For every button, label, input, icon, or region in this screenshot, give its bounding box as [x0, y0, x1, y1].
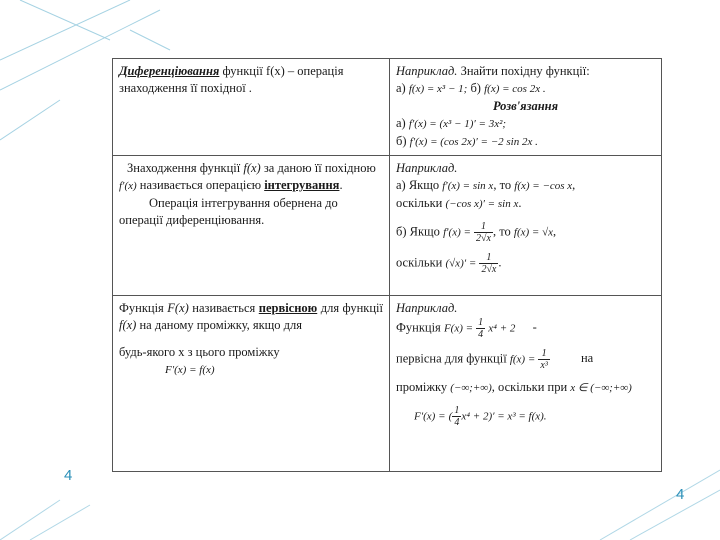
item-label: б)	[396, 134, 407, 148]
text: для функції	[317, 301, 383, 315]
text: а) Якщо	[396, 178, 440, 192]
fraction: $\frac{1}{4}$	[478, 317, 484, 340]
text: , оскільки при	[491, 380, 568, 394]
formula: f(x) = √x	[513, 226, 554, 239]
text: f(x)	[243, 161, 261, 175]
definition-cell	[113, 296, 390, 472]
text: б) Якщо	[396, 224, 440, 239]
term-antiderivative: первісною	[258, 301, 318, 315]
text: ,	[553, 224, 557, 239]
formula: x⁴ + 2)′ = x³ = f(x).	[461, 410, 547, 423]
example-task: Знайти похідну функції:	[457, 64, 590, 78]
formula: f(x) = −cos x	[514, 180, 573, 192]
text: на даному проміжку, якщо для	[136, 318, 303, 332]
item-label: а)	[396, 116, 406, 130]
text: , то	[492, 224, 511, 239]
text: будь-якого x з цього проміжку	[119, 345, 280, 359]
fraction: $\frac{1}{4}$	[454, 405, 460, 428]
text: оскільки	[396, 196, 443, 210]
text: проміжку	[396, 380, 448, 394]
text: на	[580, 351, 594, 366]
text: , то	[493, 178, 512, 192]
formula: x⁴ + 2	[488, 322, 516, 335]
formula: f′(x) = (cos 2x)′ = −2 sin 2x .	[409, 136, 538, 148]
fraction: $\frac{1}{2√x}$	[476, 221, 491, 244]
content-table	[112, 58, 662, 472]
text: Функція	[119, 301, 168, 315]
text: оскільки	[396, 255, 443, 270]
slide-number: 4	[676, 486, 685, 503]
example-label: Наприклад.	[396, 301, 458, 315]
text: називається	[188, 301, 259, 315]
solution-heading: Розв'язання	[492, 99, 559, 113]
text: F(x)	[167, 301, 189, 315]
table-row	[113, 59, 662, 156]
definition-cell	[113, 156, 390, 296]
text: за даною її похідною	[260, 161, 376, 175]
formula: f′(x) =	[443, 226, 471, 239]
fraction: $\frac{1}{2√x}$	[481, 252, 497, 275]
fraction: $\frac{1}{\text{x³}}$	[540, 348, 548, 371]
table-row	[113, 156, 662, 296]
formula: F′(x) =	[414, 410, 446, 423]
formula: (√x)′ =	[445, 257, 477, 270]
text: -	[532, 320, 537, 335]
text: Знаходження функції	[127, 161, 244, 175]
text: первісна для функції	[396, 351, 507, 366]
formula: f(x) = cos 2x .	[484, 83, 546, 95]
formula: F(x) =	[443, 322, 474, 335]
definition-cell	[113, 59, 390, 156]
term-differentiation: Диференціювання	[119, 64, 220, 78]
formula: f′(x) = sin x	[442, 180, 494, 192]
text: .	[339, 178, 343, 192]
formula: f(x) =	[509, 353, 536, 366]
formula: F′(x) = f(x)	[165, 364, 215, 376]
example-cell	[390, 59, 662, 156]
formula: (−∞;+∞)	[450, 382, 492, 394]
text: Операція інтегрування обернена до операції диференціювання.	[119, 196, 338, 227]
formula: f′(x)	[119, 180, 137, 192]
item-label: а)	[396, 81, 406, 95]
formula: (−cos x)′ = sin x	[445, 198, 519, 210]
example-label: Наприклад.	[396, 161, 458, 175]
text: ,	[572, 178, 576, 192]
example-cell	[390, 296, 662, 472]
item-label: б)	[470, 81, 481, 95]
example-cell	[390, 156, 662, 296]
table-row	[113, 296, 662, 472]
text: f(x)	[119, 318, 137, 332]
slide-number: 4	[64, 467, 73, 484]
text: Функція	[396, 320, 441, 335]
term-integration: інтегрування	[264, 178, 340, 192]
example-label: Наприклад.	[396, 64, 458, 78]
formula: f′(x) = (x³ − 1)′ = 3x²;	[408, 118, 507, 130]
formula: (	[448, 410, 453, 423]
text: .	[518, 196, 522, 210]
text: називається операцією	[136, 178, 265, 192]
formula: x ∈ (−∞;+∞)	[570, 382, 632, 394]
formula: f(x) = x³ − 1;	[408, 83, 468, 95]
definition-text: функції f(x) – операція знаходження її похідної .	[119, 64, 344, 95]
text: .	[498, 255, 502, 270]
